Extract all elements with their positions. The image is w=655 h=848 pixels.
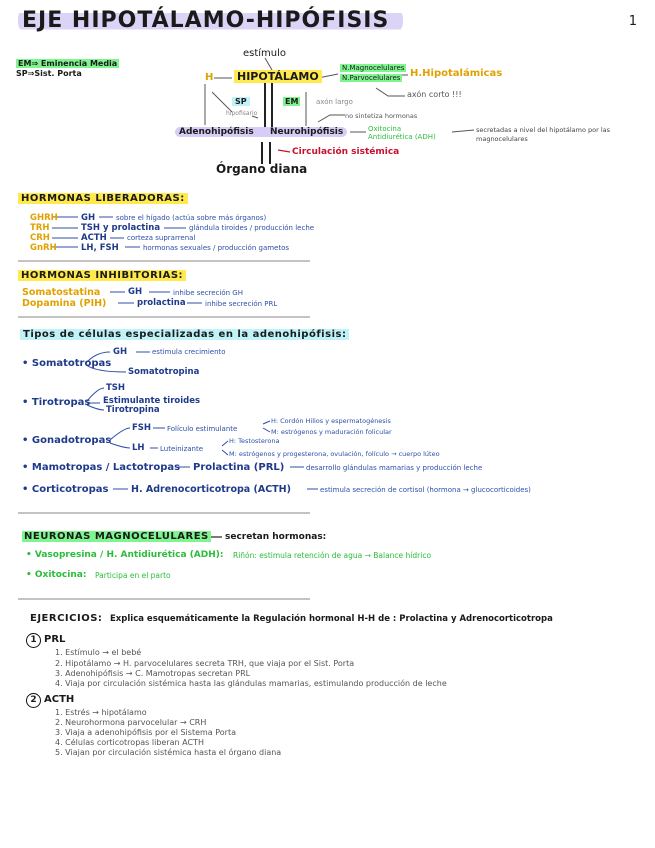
page-number: 1 <box>628 14 637 29</box>
prl-step-2: 2. Hipotálamo → H. parvocelulares secreta TRH, que viaja por el Sist. Porta <box>55 659 355 668</box>
fsh-label: FSH <box>132 423 152 433</box>
lib-a-2: CRH <box>30 233 50 243</box>
neurohipofisis-label: Neurohipófisis <box>269 127 344 137</box>
exercise-1-title: PRL <box>44 634 66 645</box>
inhibitorias-heading: HORMONAS INHIBITORIAS: <box>18 270 186 281</box>
oxitocina-label: Oxitocina <box>368 125 402 133</box>
fsh-m: M: estrógenos y maduración folicular <box>271 428 392 436</box>
acth-step-2: 2. Neurohormona parvocelular → CRH <box>55 718 207 727</box>
celulas-heading: Tipos de células especializadas en la adenohipófisis: <box>20 329 349 340</box>
lh-h: H: Testosterona <box>229 437 280 445</box>
legend-em: EM⇒ Eminencia Media <box>18 59 118 68</box>
gonadotropas-label: • Gonadotropas <box>22 435 112 446</box>
estimulante-label: Estimulante tiroides <box>103 396 201 406</box>
hipofisario-label: hipofisario <box>226 110 258 117</box>
secretan-label: secretan hormonas: <box>225 532 327 542</box>
h-label: H <box>205 72 214 83</box>
adeno-neuro-label <box>175 127 347 137</box>
inh-b-1: prolactina <box>137 298 186 308</box>
inh-a-0: Somatostatina <box>22 287 101 298</box>
secretadas-note: secretadas a nivel del hipotálamo por las magnocelulares <box>476 126 611 143</box>
lib-c-3: hormonas sexuales / producción gametos <box>143 244 290 252</box>
em-label: EM <box>285 97 299 106</box>
inh-a-1: Dopamina (PIH) <box>22 298 107 309</box>
prl-step-4: 4. Viaja por circulación sistémica hasta las glándulas mamarias, estimulando producción de leche <box>55 679 447 688</box>
oxitocina-item-label: • Oxitocina: <box>26 570 87 580</box>
estimulo-label: estímulo <box>243 48 287 59</box>
vasopresina-label: • Vasopresina / H. Antidiurética (ADH): <box>26 550 224 560</box>
lib-a-3: GnRH <box>30 243 57 253</box>
lib-c-1: glándula tiroides / producción leche <box>189 224 315 232</box>
acth-step-1: 1. Estrés → hipotálamo <box>55 708 147 717</box>
soma-gh-note: estimula crecimiento <box>152 348 226 356</box>
prl-step-1: 1. Estímulo → el bebé <box>55 648 142 657</box>
adenohipofisis-label: Adenohipófisis <box>179 127 254 137</box>
legend-sp: SP⇒Sist. Porta <box>16 69 82 78</box>
circulacion-label: Circulación sistémica <box>292 147 400 157</box>
lib-b-2: ACTH <box>81 233 107 243</box>
mamotropas-label: • Mamotropas / Lactotropas <box>22 462 181 473</box>
fsh-h: H: Cordón Hilios y espermatogénesis <box>271 417 391 425</box>
acth-name-label: H. Adrenocorticotropa (ACTH) <box>131 484 291 495</box>
neuronas-heading: NEURONAS MAGNOCELULARES <box>24 531 209 542</box>
lib-c-0: sobre el hígado (actúa sobre más órganos) <box>116 214 267 222</box>
oxitocina-note: Participa en el parto <box>95 571 171 580</box>
prolactina-label: Prolactina (PRL) <box>193 462 285 473</box>
liberadoras-heading: HORMONAS LIBERADORAS: <box>18 193 188 204</box>
inh-c-1: inhibe secreción PRL <box>205 300 278 308</box>
lib-b-0: GH <box>81 213 96 223</box>
soma-gh: GH <box>113 347 128 357</box>
axon-corto-note: axón corto !!! <box>407 90 462 99</box>
lh-m: M: estrógenos y progesterona, ovulación, folículo → cuerpo lúteo <box>229 450 440 458</box>
adh-label: Antidiurética (ADH) <box>368 133 436 141</box>
corticotropas-label: • Corticotropas <box>22 484 109 495</box>
organo-diana-label: Órgano diana <box>216 162 308 176</box>
lib-b-3: LH, FSH <box>81 243 119 253</box>
h-hipotalamicas-label: H.Hipotalámicas <box>410 68 503 79</box>
acth-step-4: 4. Células corticotropas liberan ACTH <box>55 738 204 747</box>
parvocelulares-label: N.Parvocelulares <box>342 74 401 82</box>
magnocelulares-label: N.Magnocelulares <box>342 64 405 72</box>
lib-a-1: TRH <box>30 223 50 233</box>
tirotropas-label: • Tirotropas <box>22 397 91 408</box>
page-title: EJE HIPOTÁLAMO-HIPÓFISIS <box>18 8 403 33</box>
somatotropina-label: Somatotropina <box>128 367 200 377</box>
prl-step-3: 3. Adenohipófisis → C. Mamotropas secretan PRL <box>55 669 251 678</box>
lh-note: Luteinizante <box>160 445 204 453</box>
exercise-1-number: 1 <box>26 633 41 648</box>
acth-step-3: 3. Viaja a adenohipófisis por el Sistema Porta <box>55 728 237 737</box>
axon-largo-label: axón largo <box>316 98 353 106</box>
fsh-note: Folículo estimulante <box>167 425 238 433</box>
somatotropas-label: • Somatotropas <box>22 358 112 369</box>
vasopresina-note: Riñón: estimula retención de agua → Balance hídrico <box>233 551 432 560</box>
lib-c-2: corteza suprarrenal <box>127 234 196 242</box>
sp-label: SP <box>232 97 250 106</box>
tirotropina-label: Tirotropina <box>106 405 160 415</box>
acth-step-5: 5. Viajan por circulación sistémica hasta el órgano diana <box>55 748 282 757</box>
acth-note: estimula secreción de cortisol (hormona → glucocorticoides) <box>320 486 531 494</box>
inh-c-0: inhibe secreción GH <box>173 289 243 297</box>
exercise-2-title: ACTH <box>44 694 75 705</box>
no-sintetiza-note: no sintetiza hormonas <box>345 112 418 120</box>
exercise-2-number: 2 <box>26 693 41 708</box>
inh-b-0: GH <box>128 287 143 297</box>
lib-b-1: TSH y prolactina <box>81 223 161 233</box>
tsh-label: TSH <box>106 383 126 393</box>
lib-a-0: GHRH <box>30 213 58 223</box>
ejercicios-prompt: Explica esquemáticamente la Regulación hormonal H-H de : Prolactina y Adrenocorticotropa <box>110 614 553 624</box>
prl-note: desarrollo glándulas mamarias y producción leche <box>306 464 483 472</box>
hipotalamo-label: HIPOTÁLAMO <box>234 70 322 83</box>
lh-label: LH <box>132 443 145 453</box>
ejercicios-heading: EJERCICIOS: <box>30 613 103 624</box>
